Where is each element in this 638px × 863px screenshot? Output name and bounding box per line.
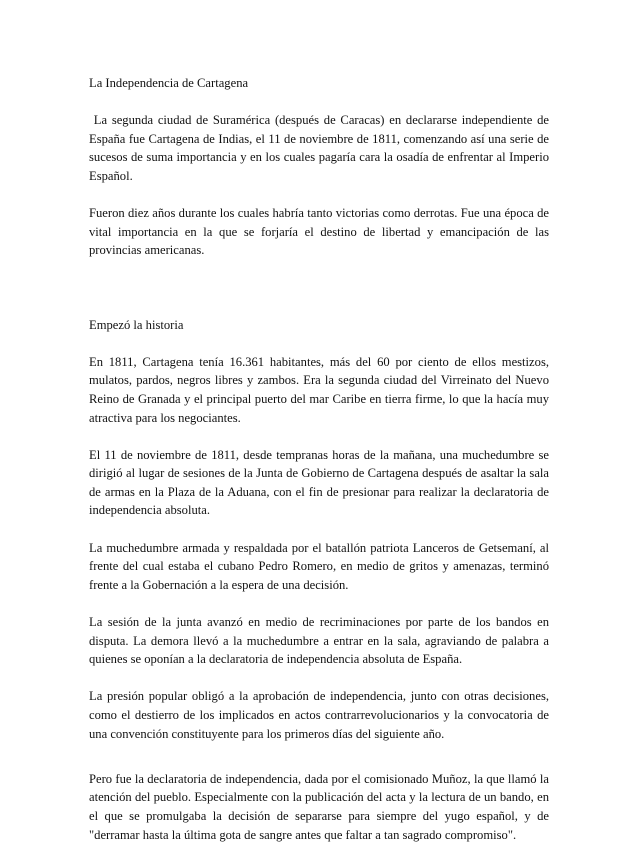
intro-paragraph-1: La segunda ciudad de Suramérica (después de Caracas) en declararse independiente de España fue Cartagena de Indias, el 11 de noviembre de 1811, comenzando así una serie de sucesos de suma importancia y en los cuales pagaría cara la osadía de enfrentar al Imperio Español. [89,113,553,183]
section-paragraph-1: En 1811, Cartagena tenía 16.361 habitantes, más del 60 por ciento de ellos mestizos, mulatos, pardos, negros libres y zambos. Era la segunda ciudad del Virreinato del Nuevo Reino de Granada y el principal puerto del mar Caribe en tierra firme, lo que la hacía muy atractiva para los negociantes. [89,354,549,425]
document-page [89,74,553,863]
section-paragraph-4: La sesión de la junta avanzó en medio de recriminaciones por parte de los bandos en disputa. La demora llevó a la muchedumbre a entrar en la sala, agraviando de palabra a quienes se oponían a la declaratoria de independencia absoluta de España. [89,615,549,667]
closing-paragraph: Pero fue la declaratoria de independencia, dada por el comisionado Muñoz, la que llamó la atención del pueblo. Especialmente con la publicación del acta y la lectura de un bando, en el que se promulgaba la decisión de separarse para siempre del yugo español, y de "derramar hasta la última gota de sangre antes que faltar a tan sagrado compromiso". [89,771,549,842]
section-paragraph-3: La muchedumbre armada y respaldada por el batallón patriota Lanceros de Getsemaní, al frente del cual estaba el cubano Pedro Romero, en medio de gritos y amenazas, terminó frente a la Gobernación a la espera de una decisión. [89,540,549,592]
spacer [89,279,549,316]
intro-paragraph-2: Fueron diez años durante los cuales habría tanto victorias como derrotas. Fue una época de vital importancia en la que se forjaría el destino de libertad y emancipación de las provincias americanas. [89,206,549,258]
section-paragraph-2: El 11 de noviembre de 1811, desde tempranas horas de la mañana, una muchedumbre se dirigió al lugar de sesiones de la Junta de Gobierno de Cartagena después de asaltar la sala de armas en la Plaza de la Aduana, con el fin de presionar para realizar la declaratoria de independencia absoluta. [89,447,549,518]
section-paragraph-5: La presión popular obligó a la aprobación de independencia, junto con otras decisiones, como el destierro de los implicados en actos contrarrevolucionarios y la convocatoria de una convención constituyente para los primeros días del siguiente año. [89,689,549,741]
document-title: La Independencia de Cartagena [89,76,249,90]
spacer [89,762,549,770]
section-heading: Empezó la historia [89,317,184,332]
